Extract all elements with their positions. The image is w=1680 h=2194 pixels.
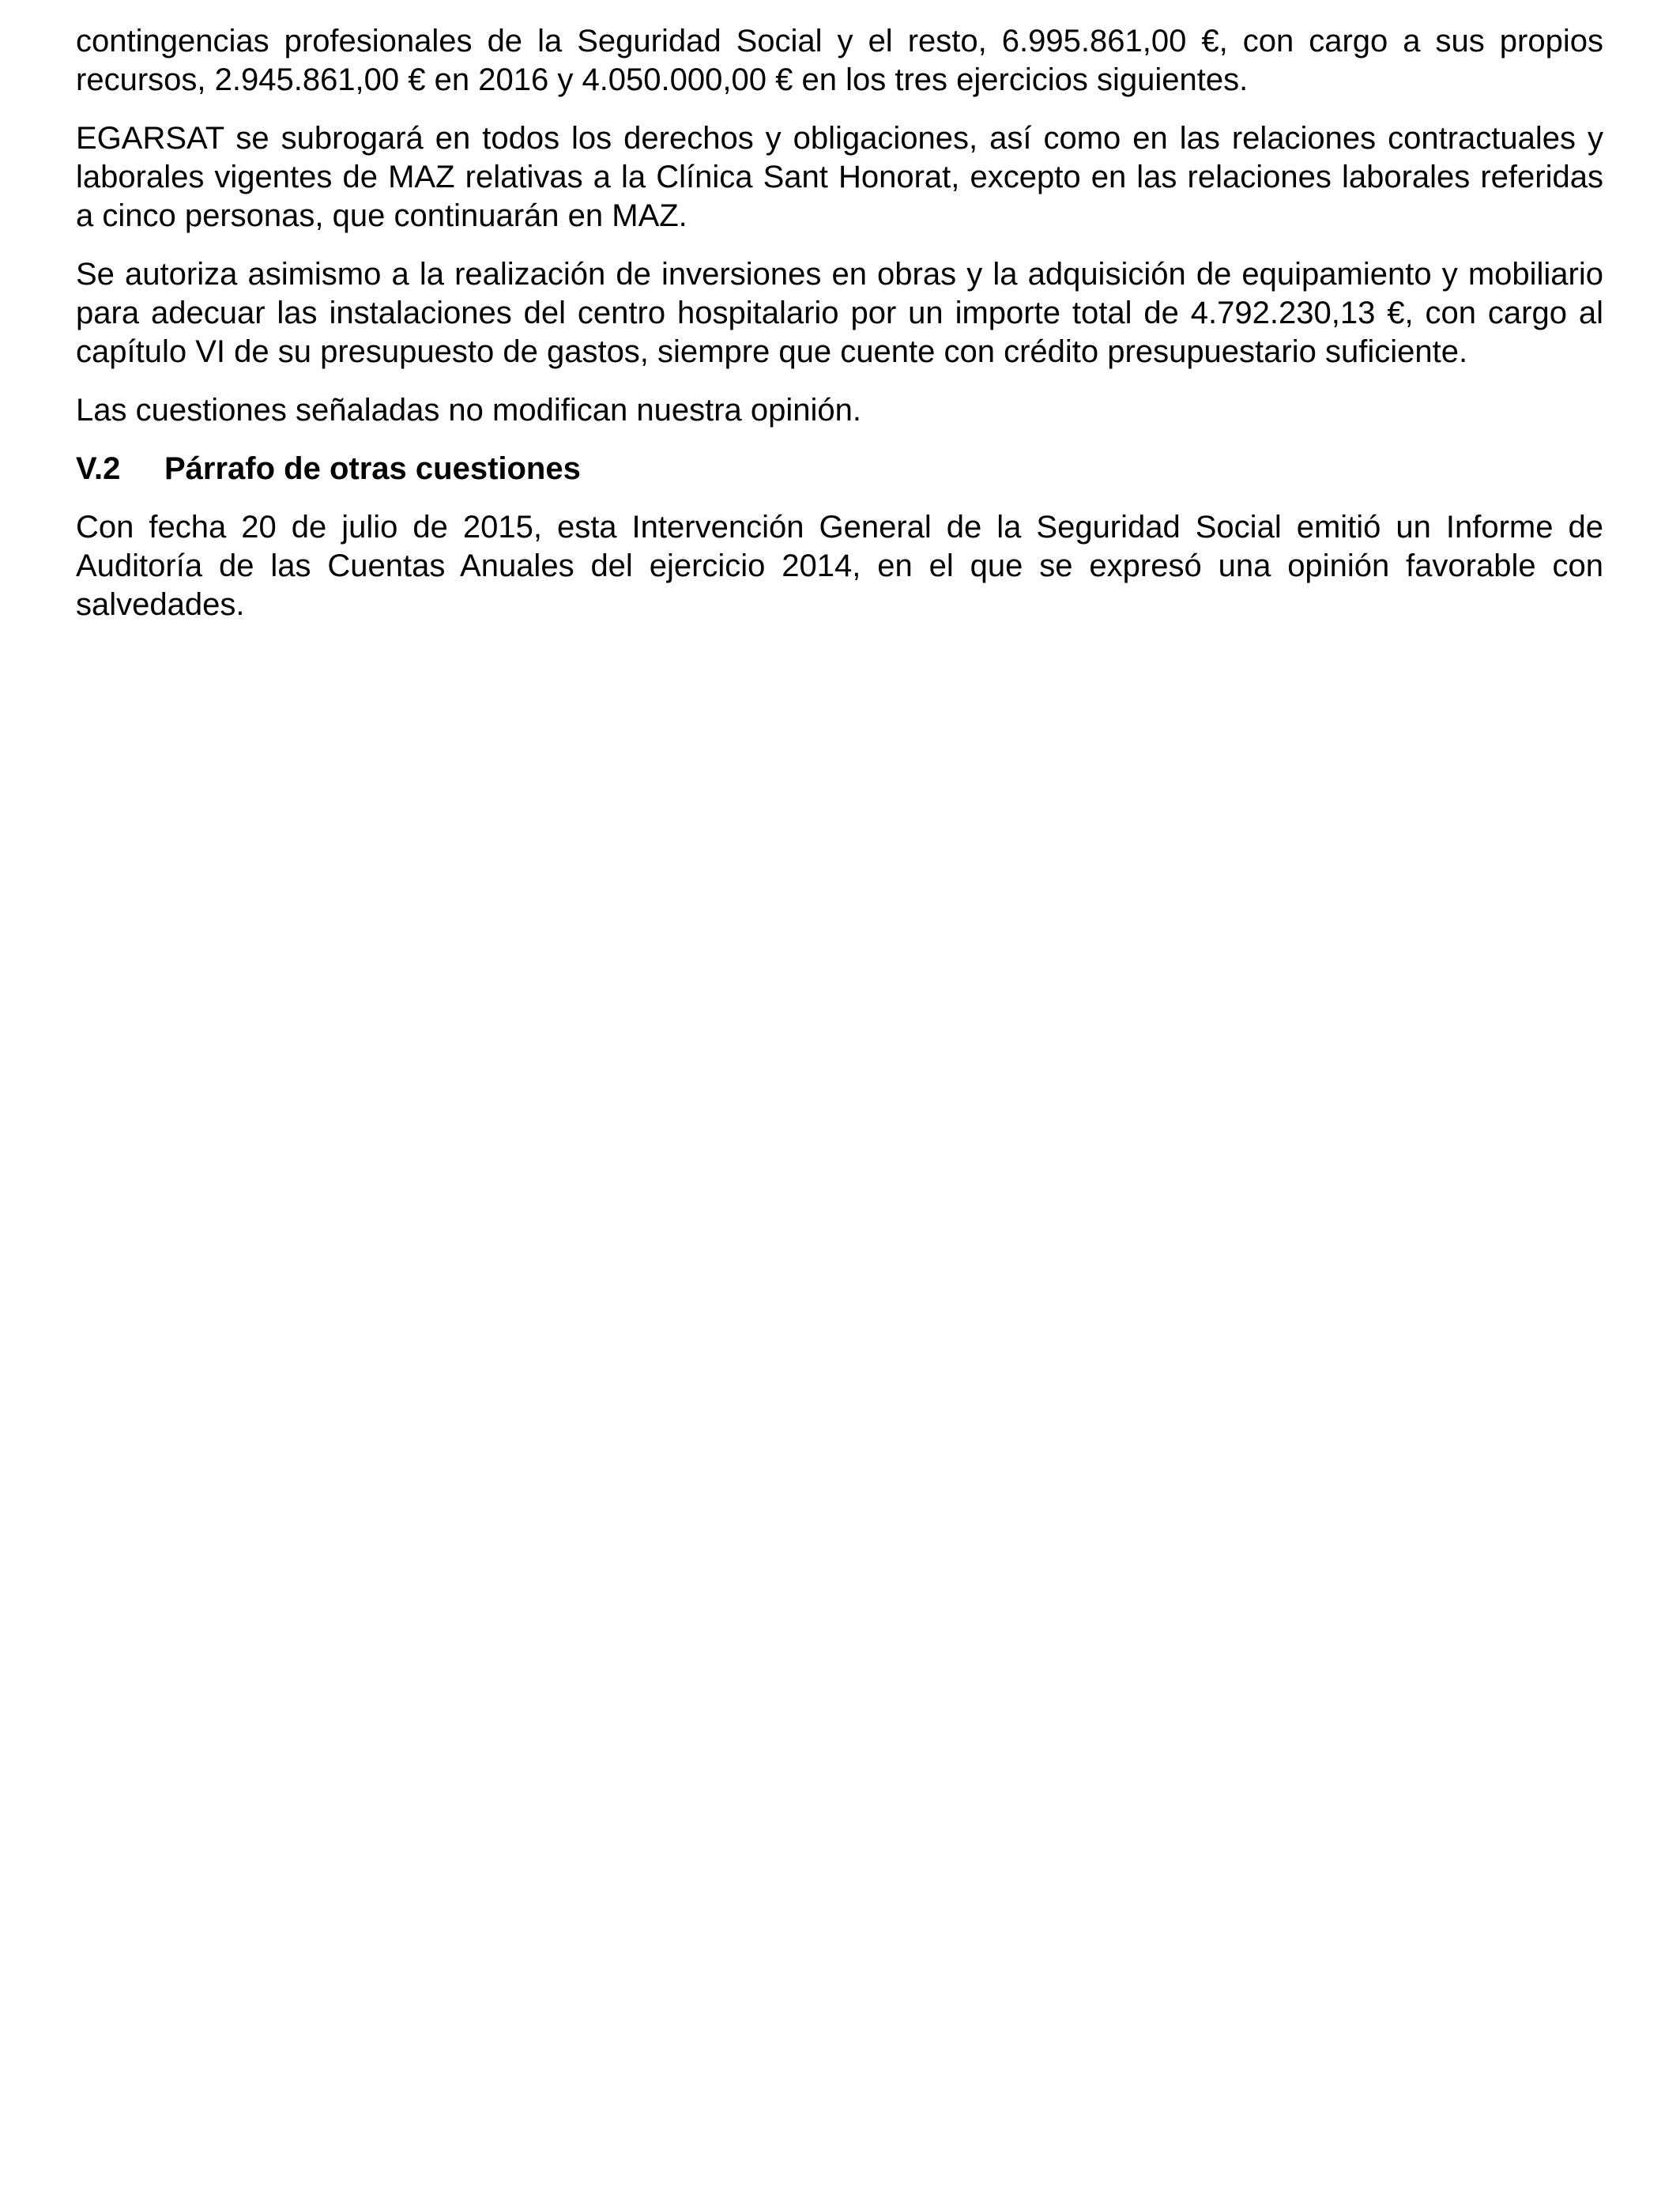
paragraph-contingencias: contingencias profesionales de la Seguridad Social y el resto, 6.995.861,00 €, con cargo a sus propios recursos, 2.945.861,00 € en 2016 y 4.050.000,00 € en los tres ejercicios siguientes. [76, 24, 1603, 97]
section-number: V.2 [76, 451, 121, 486]
document-page [76, 22, 1603, 644]
paragraph-egarsat-subrogacion: EGARSAT se subrogará en todos los derechos y obligaciones, así como en las relaciones contractuales y laborales vigentes de MAZ relativas a la Clínica Sant Honorat, excepto en las relaciones laborales referidas a cinco personas, que continuarán en MAZ. [76, 121, 1603, 233]
section-title: Párrafo de otras cuestiones [164, 451, 581, 486]
paragraph-opinion: Las cuestiones señaladas no modifican nuestra opinión. [76, 393, 861, 428]
paragraph-inversiones: Se autoriza asimismo a la realización de inversiones en obras y la adquisición de equipamiento y mobiliario para adecuar las instalaciones del centro hospitalario por un importe total de 4.792.230,13 €, con cargo al capítulo VI de su presupuesto de gastos, siempre que cuente con crédito presupuestario suficiente. [76, 257, 1603, 369]
section-heading [76, 450, 1603, 488]
paragraph-informe-auditoria: Con fecha 20 de julio de 2015, esta Intervención General de la Seguridad Social emitió un Informe de Auditoría de las Cuentas Anuales del ejercicio 2014, en el que se expresó una opinión favorable con salvedades. [76, 510, 1603, 622]
